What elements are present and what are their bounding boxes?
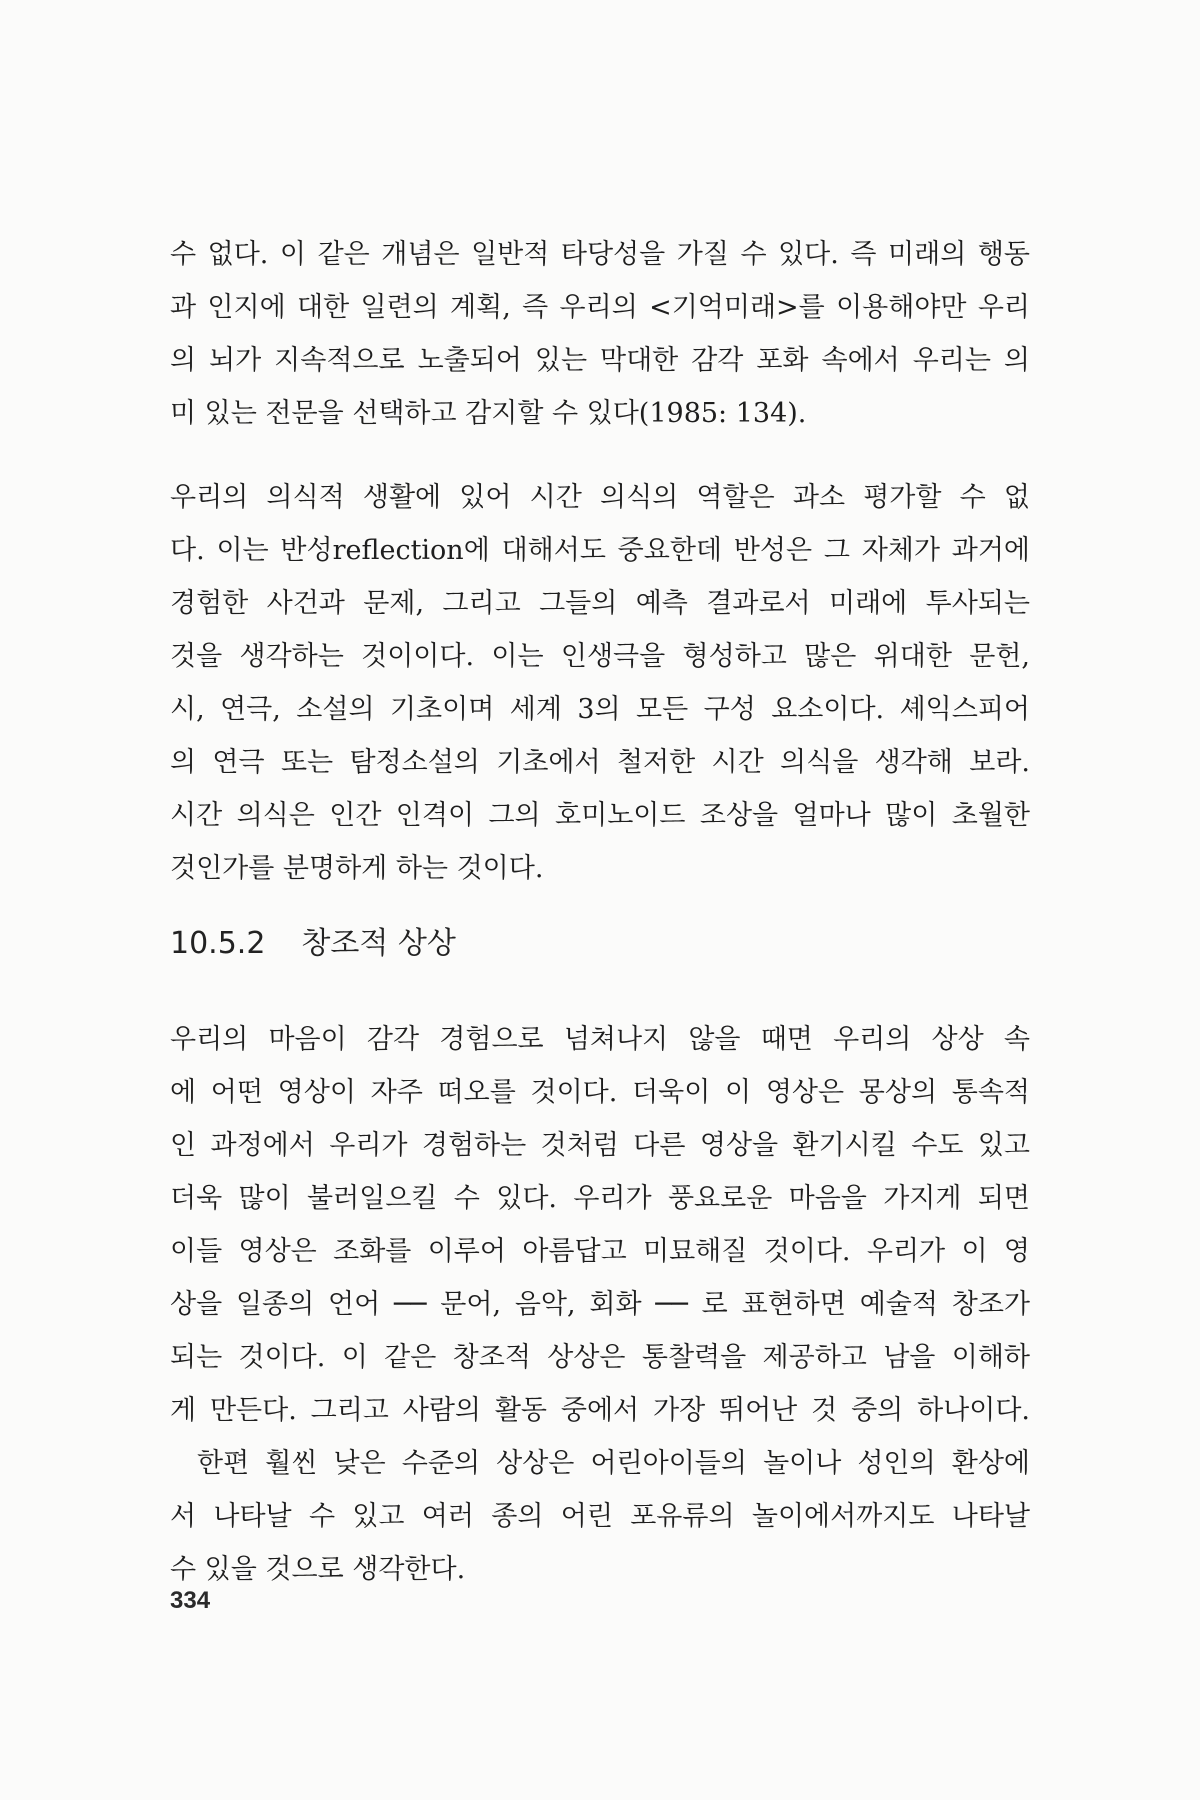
paragraph-3-line: 한편 훨씬 낮은 수준의 상상은 어린아이들의 놀이나 성인의 환상에 — [197, 1448, 1030, 1479]
paragraph-2-line: 것을 생각하는 것이이다. 이는 인생극을 형성하고 많은 위대한 문헌, — [170, 641, 1030, 672]
paragraph-1-line: 수 없다. 이 같은 개념은 일반적 타당성을 가질 수 있다. 즉 미래의 행동 — [170, 239, 1030, 270]
paragraph-2-line: 시, 연극, 소설의 기초이며 세계 3의 모든 구성 요소이다. 셰익스피어 — [170, 694, 1030, 725]
paragraph-2-line: 것인가를 분명하게 하는 것이다. — [170, 853, 544, 884]
paragraph-3 — [170, 1013, 1030, 1596]
paragraph-3-line: 이들 영상은 조화를 이루어 아름답고 미묘해질 것이다. 우리가 이 영 — [170, 1236, 1030, 1267]
section-heading — [170, 918, 456, 962]
section-title: 창조적 상상 — [301, 926, 456, 961]
paragraph-1 — [170, 228, 1030, 440]
paragraph-3-line: 게 만든다. 그리고 사람의 활동 중에서 가장 뛰어난 것 중의 하나이다. — [170, 1395, 1030, 1426]
paragraph-2-line: 의 연극 또는 탐정소설의 기초에서 철저한 시간 의식을 생각해 보라. — [170, 747, 1030, 778]
paragraph-1-line: 미 있는 전문을 선택하고 감지할 수 있다(1985: 134). — [170, 398, 807, 429]
paragraph-3-line: 상을 일종의 언어 ── 문어, 음악, 회화 ── 로 표현하면 예술적 창조가 — [170, 1289, 1030, 1320]
paragraph-2 — [170, 471, 1030, 895]
paragraph-1-line: 의 뇌가 지속적으로 노출되어 있는 막대한 감각 포화 속에서 우리는 의 — [170, 345, 1030, 376]
paragraph-2-line: 우리의 의식적 생활에 있어 시간 의식의 역할은 과소 평가할 수 없 — [170, 482, 1030, 513]
paragraph-1-line: 과 인지에 대한 일련의 계획, 즉 우리의 <기억미래>를 이용해야만 우리 — [170, 292, 1030, 323]
paragraph-2-line: 다. 이는 반성reflection에 대해서도 중요한데 반성은 그 자체가 과거에 — [170, 535, 1030, 566]
paragraph-3-line: 우리의 마음이 감각 경험으로 넘쳐나지 않을 때면 우리의 상상 속 — [170, 1024, 1030, 1055]
page-number: 334 — [170, 1587, 211, 1614]
paragraph-3-line: 더욱 많이 불러일으킬 수 있다. 우리가 풍요로운 마음을 가지게 되면 — [170, 1183, 1030, 1214]
paragraph-3-line: 수 있을 것으로 생각한다. — [170, 1554, 466, 1585]
paragraph-2-line: 시간 의식은 인간 인격이 그의 호미노이드 조상을 얼마나 많이 초월한 — [170, 800, 1030, 831]
paragraph-3-line: 에 어떤 영상이 자주 떠오를 것이다. 더욱이 이 영상은 몽상의 통속적 — [170, 1077, 1030, 1108]
paragraph-3-line: 인 과정에서 우리가 경험하는 것처럼 다른 영상을 환기시킬 수도 있고 — [170, 1130, 1030, 1161]
section-number: 10.5.2 — [170, 926, 266, 961]
paragraph-2-line: 경험한 사건과 문제, 그리고 그들의 예측 결과로서 미래에 투사되는 — [170, 588, 1030, 619]
paragraph-3-line: 서 나타날 수 있고 여러 종의 어린 포유류의 놀이에서까지도 나타날 — [170, 1501, 1030, 1532]
paragraph-3-line: 되는 것이다. 이 같은 창조적 상상은 통찰력을 제공하고 남을 이해하 — [170, 1342, 1030, 1373]
